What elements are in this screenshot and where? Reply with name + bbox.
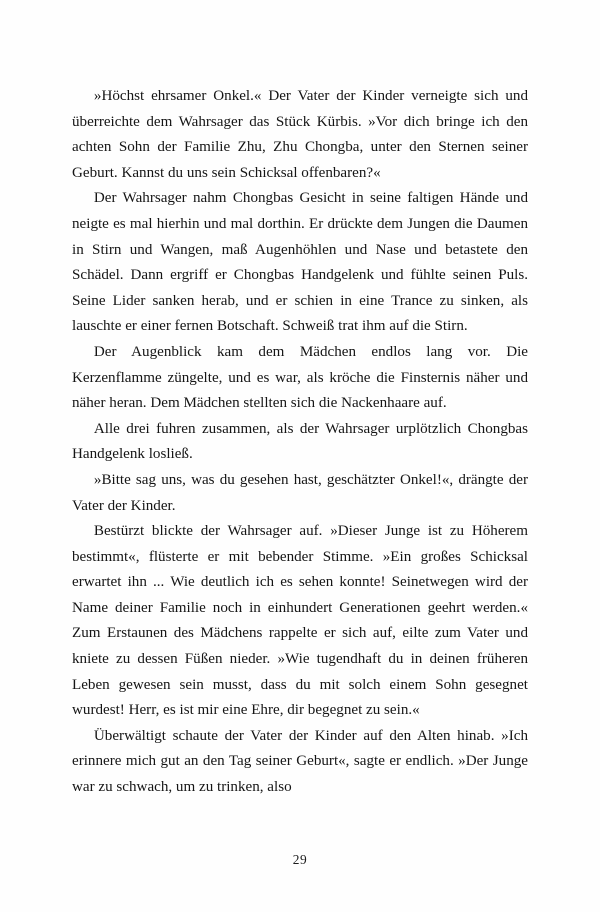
- paragraph: Der Augenblick kam dem Mädchen endlos lang vor. Die Kerzenflamme züngelte, und es war, als kröche die Finsternis näher und näher heran. Dem Mädchen stellten sich die Nackenhaare auf.: [72, 343, 528, 412]
- page-number: 29: [292, 852, 308, 867]
- paragraph: Der Wahrsager nahm Chongbas Gesicht in seine faltigen Hände und neigte es mal hierhin und mal dorthin. Er drückte dem Jungen die Daumen in Stirn und Wangen, maß Augenhöhlen und Nase und betastete den Schädel. Dann ergriff er Chongbas Handgelenk und fühlte seinen Puls. Seine Lider sanken herab, und er schien in eine Trance zu sinken, als lauschte er einer fernen Botschaft. Schweiß trat ihm auf die Stirn.: [72, 190, 528, 335]
- paragraph: Bestürzt blickte der Wahrsager auf. »Dieser Junge ist zu Höherem bestimmt«, flüsterte er mit bebender Stimme. »Ein großes Schicksal erwartet ihn ... Wie deutlich ich es sehen konnte! Seinetwegen wird der Name deiner Familie noch in einhundert Generationen geehrt werden.« Zum Erstaunen des Mädchens rappelte er sich auf, eilte zum Vater und kniete zu dessen Füßen nieder. »Wie tugendhaft du in deinen früheren Leben gewesen sein musst, dass du mit solch einem Sohn gesegnet wurdest! Herr, es ist mir eine Ehre, dir begegnet zu sein.«: [72, 523, 528, 719]
- paragraph: Alle drei fuhren zusammen, als der Wahrsager urplötzlich Chongbas Handgelenk losließ.: [72, 420, 528, 463]
- paragraph: »Höchst ehrsamer Onkel.« Der Vater der Kinder verneigte sich und überreichte dem Wahrsager das Stück Kürbis. »Vor dich bringe ich den achten Sohn der Familie Zhu, Zhu Chongba, unter den Sternen seiner Geburt. Kannst du uns sein Schicksal offenbaren?«: [72, 88, 528, 181]
- paragraph: Überwältigt schaute der Vater der Kinder auf den Alten hinab. »Ich erinnere mich gut an den Tag seiner Geburt«, sagte er endlich. »Der Junge war zu schwach, um zu trinken, also: [72, 727, 528, 796]
- page-body: [72, 84, 528, 801]
- paragraph: »Bitte sag uns, was du gesehen hast, geschätzter Onkel!«, drängte der Vater der Kinder.: [72, 471, 528, 514]
